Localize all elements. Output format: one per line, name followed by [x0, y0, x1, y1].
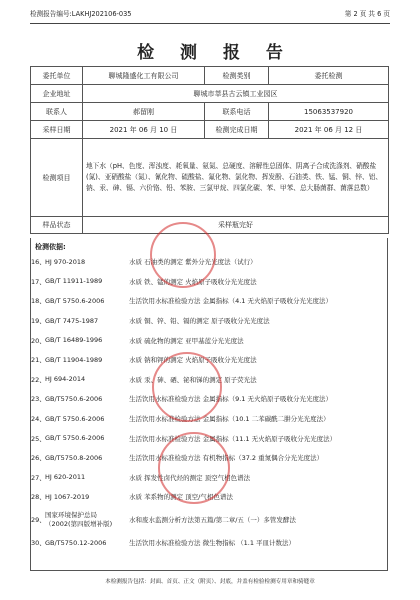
basis-code: HJ 1067-2019 — [45, 492, 90, 501]
basis-item — [31, 252, 387, 272]
basis-num: 24、 — [31, 415, 46, 424]
client-label: 委托单位 — [31, 67, 83, 85]
contact-value: 郝留刚 — [83, 103, 205, 121]
basis-num: 17、 — [31, 277, 46, 286]
basis-item — [31, 311, 387, 331]
basis-name: 水质 钠和钾的测定 火焰原子吸收分光光度法 — [129, 356, 257, 365]
basis-code: GB/T5750.8-2006 — [45, 453, 103, 462]
basis-item — [31, 507, 387, 533]
sample-state-value: 采样瓶完好 — [83, 217, 389, 234]
basis-name: 水质 汞、砷、硒、铋和锑的测定 原子荧光法 — [129, 375, 257, 384]
basis-code: HJ 694-2014 — [45, 375, 86, 384]
basis-num: 21、 — [31, 356, 46, 365]
basis-code: GB/T 16489-1996 — [45, 336, 103, 345]
basis-item — [31, 468, 387, 488]
basis-name: 生活饮用水标准检验方法 金属指标（11.1 无火焰原子吸收分光光度法） — [129, 434, 337, 443]
basis-code: HJ 970-2018 — [45, 257, 86, 266]
items-value: 地下水（pH、色度、浑浊度、耗氧量、氨氮、总硬度、溶解性总固体、阴离子合成洗涤剂、硝酸盐(氮)、亚硝酸盐（氮）、氰化物、硫酸盐、氟化物、氯化物、挥发酚、石油类、铁、锰、铜、锌、铝、钠、汞、砷、镉、六价铬、铅、苯胺、三氯甲烷、四氯化碳、苯、甲苯、总大肠菌群、菌落总数） — [83, 139, 389, 217]
report-number: 检测报告编号:LAKHJ202106-035 — [30, 10, 132, 18]
contact-label: 联系人 — [31, 103, 83, 121]
basis-num: 20、 — [31, 336, 46, 345]
sample-state-label: 样品状态 — [31, 217, 83, 234]
page-number: 第 2 页 共 6 页 — [344, 10, 390, 18]
items-label: 检测项目 — [31, 139, 83, 217]
basis-item — [31, 330, 387, 350]
type-label: 检测类别 — [205, 67, 269, 85]
phone-value: 15063537920 — [269, 103, 389, 121]
basis-item — [31, 272, 387, 292]
basis-code: GB/T 5750.6-2006 — [45, 296, 105, 305]
basis-code: GB/T 11911-1989 — [45, 277, 103, 286]
basis-item — [31, 533, 387, 553]
basis-name: 水质 挥发性卤代烃的测定 顶空气相色谱法 — [129, 473, 251, 482]
basis-num: 16、 — [31, 258, 46, 267]
type-value: 委托检测 — [269, 67, 389, 85]
basis-num: 29、 — [31, 516, 46, 525]
basis-num: 19、 — [31, 317, 46, 326]
basis-name: 水质 石油类的测定 紫外分光光度法（试行） — [129, 258, 257, 267]
basis-num: 25、 — [31, 434, 46, 443]
basis-name: 水和废水监测分析方法第五篇/第二章/五（一）多管发酵法 — [129, 516, 296, 525]
basis-num: 18、 — [31, 297, 46, 306]
page-footer: 本检测报告包括：封面、首页、正文（附页）、封底，并盖有检验检测专用章和骑缝章 — [105, 579, 315, 585]
client-value: 聊城隆盛化工有限公司 — [83, 67, 205, 85]
basis-num: 27、 — [31, 473, 46, 482]
phone-label: 联系电话 — [205, 103, 269, 121]
sample-date-label: 采样日期 — [31, 121, 83, 139]
done-date-value: 2021 年 06 月 12 日 — [269, 121, 389, 139]
basis-name: 生活饮用水标准检验方法 金属指标（4.1 无火焰原子吸收分光光度法） — [129, 297, 332, 306]
basis-item — [31, 428, 387, 448]
basis-code: 国家环境保护总局（2002(第四版增补版) — [45, 511, 113, 528]
basis-item — [31, 350, 387, 370]
basis-code: GB/T 5750.6-2006 — [45, 434, 105, 443]
basis-num: 28、 — [31, 493, 46, 502]
basis-num: 22、 — [31, 375, 46, 384]
basis-list — [31, 252, 387, 552]
basis-name: 生活饮用水标准检验方法 金属指标（9.1 无火焰原子吸收分光光度法） — [129, 395, 332, 404]
basis-name: 水质 铜、锌、铅、镉的测定 原子吸收分光光度法 — [129, 317, 270, 326]
basis-num: 26、 — [31, 454, 46, 463]
basis-item — [31, 487, 387, 507]
basis-item — [31, 389, 387, 409]
basis-item — [31, 448, 387, 468]
basis-heading: 检测依据: — [35, 243, 66, 251]
header-divider — [30, 23, 390, 24]
basis-name: 水质 铁、锰的测定 火焰原子吸收分光光度法 — [129, 277, 257, 286]
basis-name: 生活饮用水标准检验方法 有机物指标（37.2 重氮偶合分光光度法） — [129, 454, 324, 463]
basis-section — [30, 238, 388, 571]
info-table — [30, 66, 389, 234]
sample-date-value: 2021 年 06 月 10 日 — [83, 121, 205, 139]
basis-name: 生活饮用水标准检验方法 微生物指标 （1.1 平皿计数法） — [129, 539, 296, 548]
basis-code: GB/T 7475-1987 — [45, 316, 99, 325]
basis-name: 水质 硫化物的测定 亚甲基蓝分光光度法 — [129, 336, 244, 345]
address-value: 聊城市莘县古云镇工业园区 — [83, 85, 389, 103]
basis-item — [31, 409, 387, 429]
basis-code: GB/T5750.12-2006 — [45, 538, 107, 547]
done-date-label: 检测完成日期 — [205, 121, 269, 139]
basis-item — [31, 291, 387, 311]
basis-code: GB/T 11904-1989 — [45, 355, 103, 364]
basis-code: GB/T5750.6-2006 — [45, 394, 103, 403]
basis-num: 23、 — [31, 395, 46, 404]
basis-num: 30、 — [31, 539, 46, 548]
basis-code: GB/T 5750.6-2006 — [45, 414, 105, 423]
address-label: 企业地址 — [31, 85, 83, 103]
basis-code: HJ 620-2011 — [45, 473, 86, 482]
basis-name: 水质 苯系物的测定 顶空/气相色谱法 — [129, 493, 233, 502]
page-header — [30, 8, 390, 22]
basis-item — [31, 370, 387, 390]
basis-name: 生活饮用水标准检验方法 金属指标（10.1 二苯碳酰二肼分光光度法） — [129, 415, 330, 424]
page-title: 检 测 报 告 — [137, 43, 293, 63]
